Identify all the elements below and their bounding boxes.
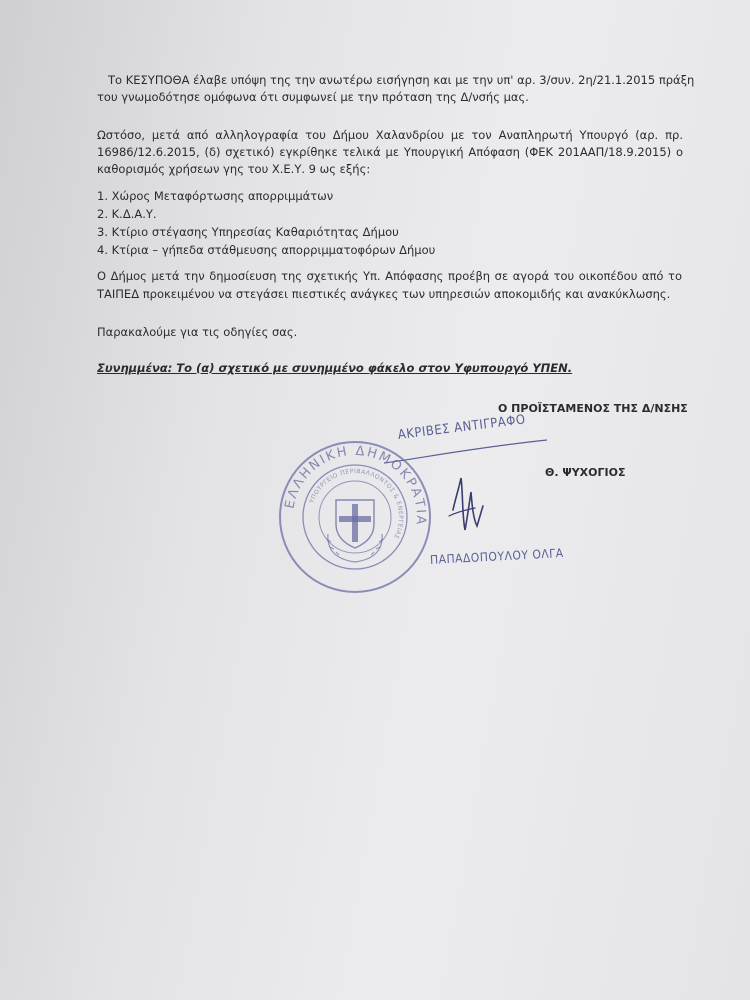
list-item: 3. Κτίριο στέγασης Υπηρεσίας Καθαριότητας Δήμου xyxy=(97,225,399,239)
list-item: 1. Χώρος Μεταφόρτωσης απορριμμάτων xyxy=(97,189,334,203)
paragraph-1-line-1: Το ΚΕΣΥΠΟΘΑ έλαβε υπόψη της την ανωτέρω εισήγηση και με την υπ' αρ. 3/συν. 2η/21.1.2015 πράξη xyxy=(108,73,695,87)
attachments-note: Συνημμένα: Το (α) σχετικό με συνημμένο φάκελο στον Υφυπουργό ΥΠΕΝ. xyxy=(97,361,573,375)
handwritten-signature-icon xyxy=(435,470,495,540)
closing-request: Παρακαλούμε για τις οδηγίες σας. xyxy=(97,325,298,339)
hellenic-republic-seal-icon xyxy=(276,438,434,596)
director-title: Ο ΠΡΟΪΣΤΑΜΕΝΟΣ ΤΗΣ Δ/ΝΣΗΣ xyxy=(498,402,688,415)
official-name-stamp: ΠΑΠΑΔΟΠΟΥΛΟΥ ΟΛΓΑ xyxy=(429,546,564,567)
land-uses-list xyxy=(97,187,435,259)
paragraph-3-line-2: ΤΑΙΠΕΔ προκειμένου να στεγάσει πιεστικές ανάγκες των υπηρεσιών αποκομιδής και ανακύκλωσης. xyxy=(97,287,671,301)
certified-copy-stamp: ΑΚΡΙΒΕΣ ΑΝΤΙΓΡΑΦΟ xyxy=(397,412,527,443)
paragraph-3-line-1: Ο Δήμος μετά την δημοσίευση της σχετικής Υπ. Απόφασης προέβη σε αγορά του οικοπέδου από το xyxy=(97,269,682,283)
paragraph-1-line-2: του γνωμοδότησε ομόφωνα ότι συμφωνεί με την πρόταση της Δ/νσής μας. xyxy=(97,90,529,104)
paragraph-2-line-3: καθορισμός χρήσεων γης του Χ.Ε.Υ. 9 ως εξής: xyxy=(97,162,371,176)
list-item: 4. Κτίρια – γήπεδα στάθμευσης απορριμματοφόρων Δήμου xyxy=(97,243,436,257)
svg-text:ΕΛΛΗΝΙΚΗ ΔΗΜΟΚΡΑΤΙΑ: ΕΛΛΗΝΙΚΗ ΔΗΜΟΚΡΑΤΙΑ xyxy=(282,443,429,527)
svg-text:ΥΠΟΥΡΓΕΙΟ ΠΕΡΙΒΑΛΛΟΝΤΟΣ & ΕΝΕΡ: ΥΠΟΥΡΓΕΙΟ ΠΕΡΙΒΑΛΛΟΝΤΟΣ & ΕΝΕΡΓΕΙΑΣ xyxy=(308,467,405,541)
director-name: Θ. ΨΥΧΟΓΙΟΣ xyxy=(545,466,626,479)
list-item: 2. Κ.Δ.Α.Υ. xyxy=(97,207,157,221)
paragraph-2-line-2: 16986/12.6.2015, (δ) σχετικό) εγκρίθηκε τελικά με Υπουργική Απόφαση (ΦΕΚ 201ΑΑΠ/18.9.2015) ο xyxy=(97,145,683,159)
paragraph-2-line-1: Ωστόσο, μετά από αλληλογραφία του Δήμου Χαλανδρίου με τον Αναπληρωτή Υπουργό (αρ. πρ. xyxy=(97,128,683,142)
